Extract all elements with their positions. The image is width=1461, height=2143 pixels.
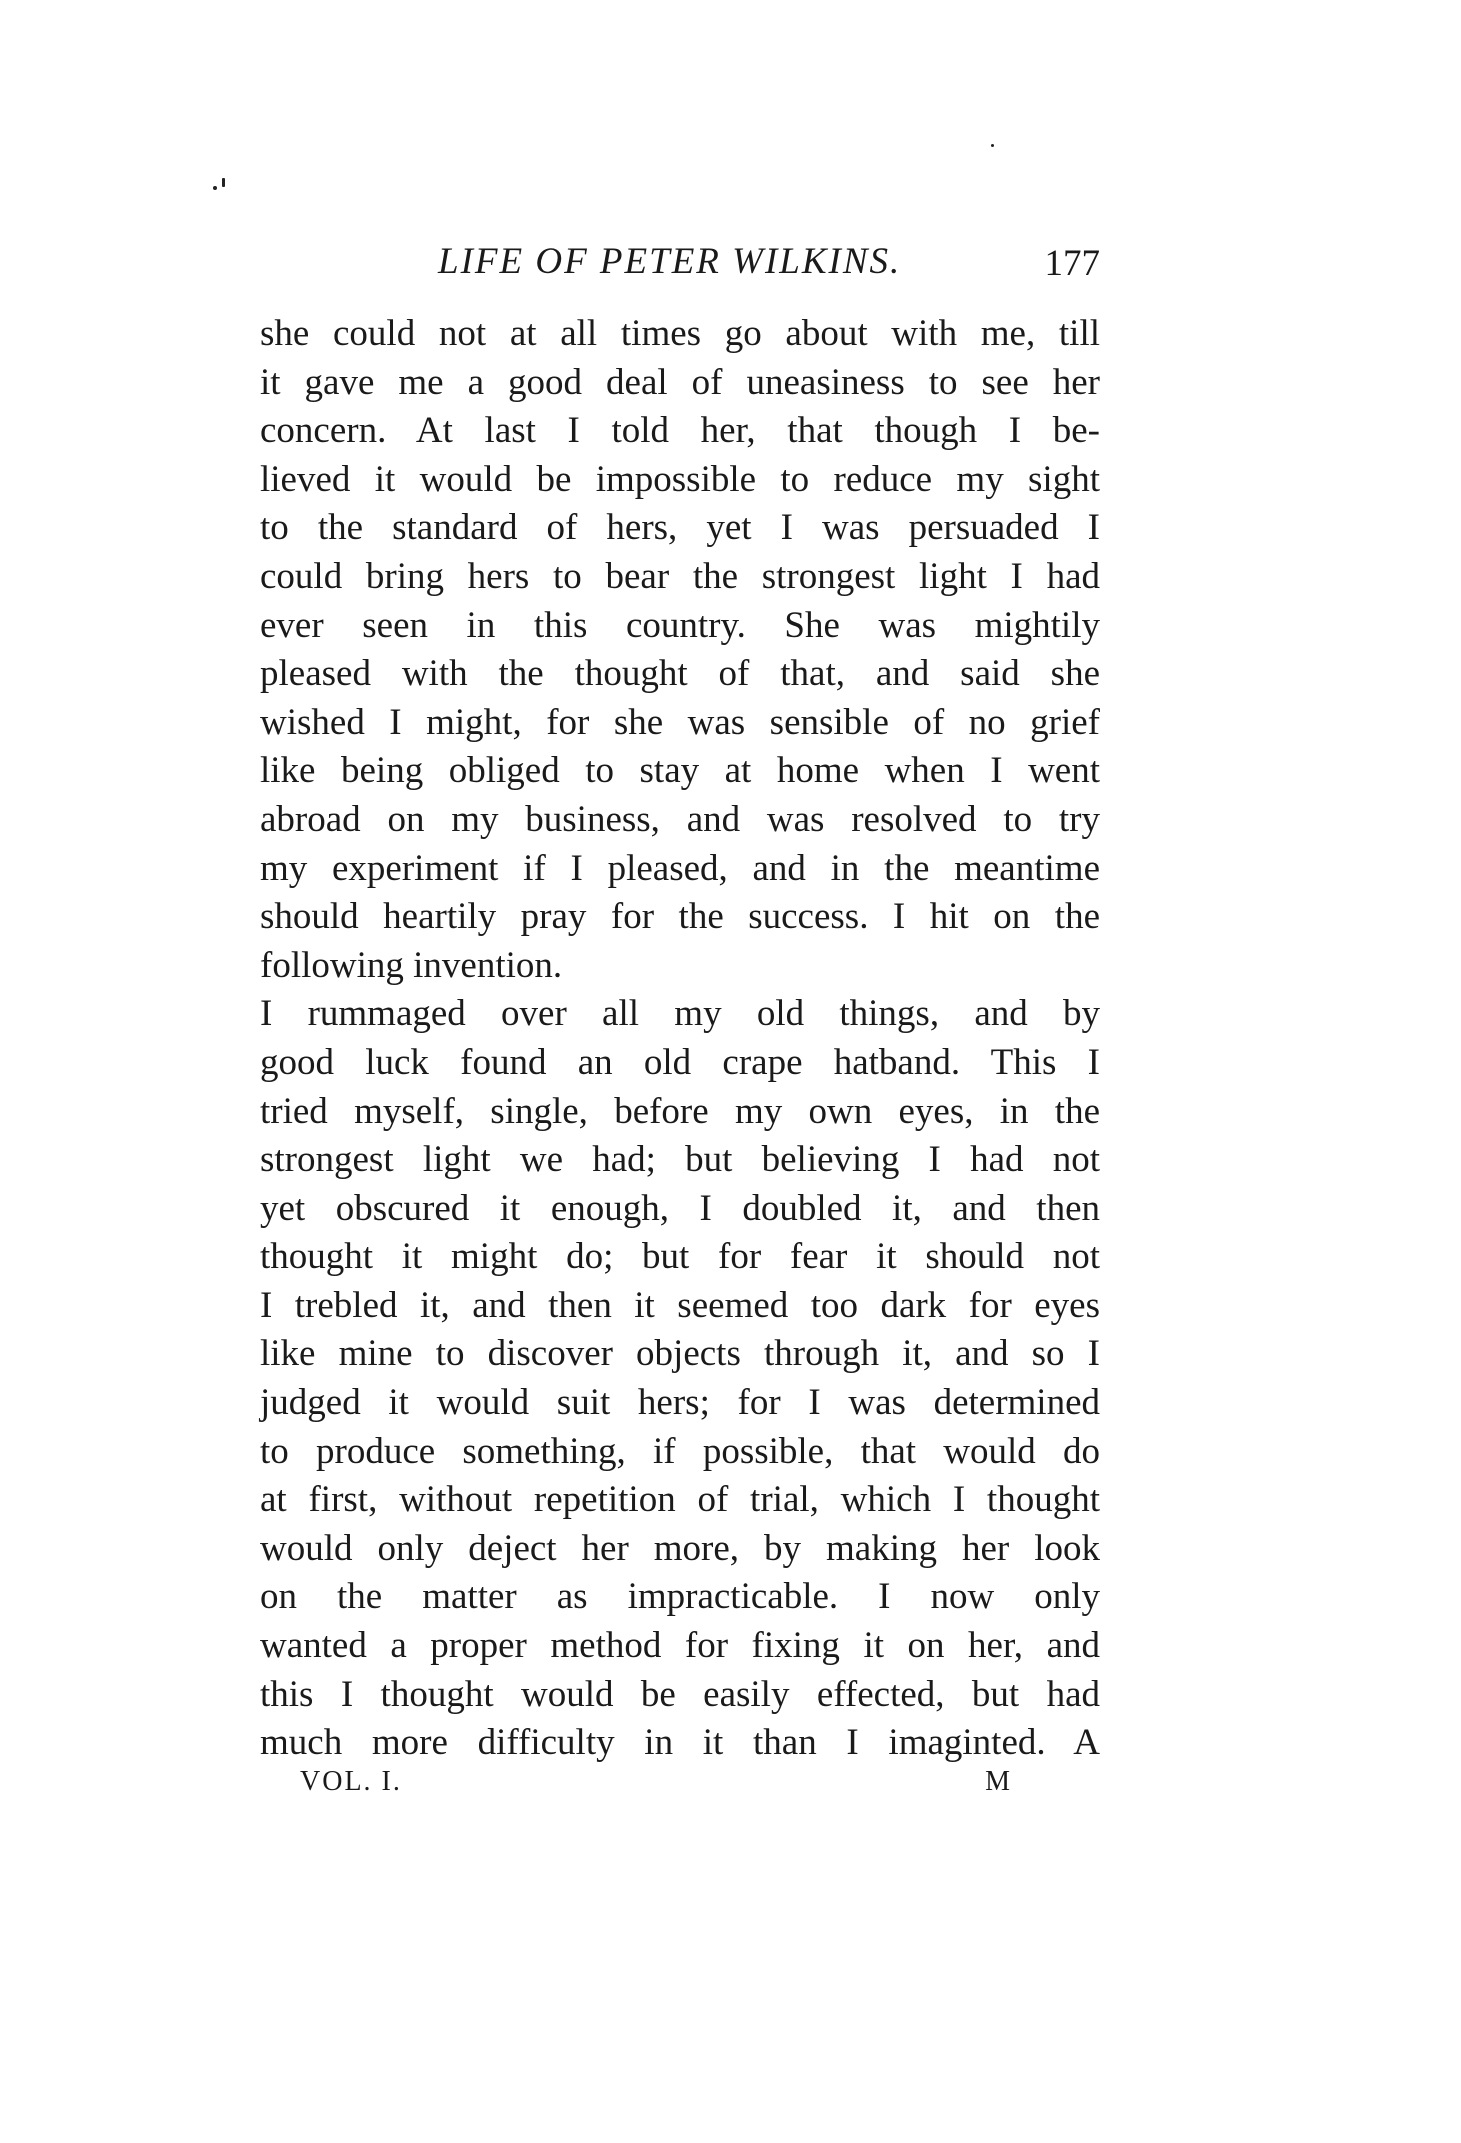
ink-speck [222,178,225,187]
text-line: wished I might, for she was sensible of no grief [260,701,1100,743]
paragraph-1 [260,310,1100,990]
text-line: yet obscured it enough, I doubled it, and then [260,1187,1100,1229]
text-line: thought it might do; but for fear it should not [260,1236,1100,1278]
text-line: would only deject her more, by making her look [260,1527,1100,1569]
text-line: like being obliged to stay at home when I went [260,750,1100,792]
text-line: at first, without repetition of trial, which I thought [260,1479,1100,1521]
ink-speck [991,144,994,147]
text-line: strongest light we had; but believing I had not [260,1139,1100,1181]
text-line: lieved it would be impossible to reduce my sight [260,458,1100,500]
text-line: wanted a proper method for fixing it on her, and [260,1625,1100,1667]
text-line: good luck found an old crape hatband. This I [260,1041,1100,1083]
running-head [260,240,1100,290]
text-line: she could not at all times go about with me, till [260,313,1100,354]
text-line: judged it would suit hers; for I was determined [260,1382,1100,1424]
text-line: much more difficulty in it than I imaginted. A [260,1722,1100,1764]
signature-mark: M [985,1766,1010,1797]
running-title: LIFE OF PETER WILKINS. [438,241,902,282]
text-line: to the standard of hers, yet I was persuaded I [260,507,1100,549]
text-line: like mine to discover objects through it, and so I [260,1333,1100,1375]
signature-row [300,1766,1020,1806]
text-line: ever seen in this country. She was mightily [260,604,1100,646]
text-line: following invention. [260,944,563,986]
body-text [260,310,1100,1768]
volume-signature: VOL. I. [300,1766,402,1797]
text-line: could bring hers to bear the strongest light I had [260,555,1100,597]
text-line: it gave me a good deal of uneasiness to see her [260,361,1100,403]
text-line: abroad on my business, and was resolved to try [260,798,1100,840]
text-line: tried myself, single, before my own eyes, in the [260,1090,1100,1132]
page-number: 177 [1044,243,1100,284]
text-line: this I thought would be easily effected, but had [260,1673,1100,1715]
text-line: pleased with the thought of that, and said she [260,653,1100,695]
text-line: I trebled it, and then it seemed too dark for eyes [260,1284,1100,1326]
ink-speck [213,186,217,190]
paragraph-2 [260,990,1100,1768]
text-line: should heartily pray for the success. I hit on the [260,896,1100,938]
text-line: I rummaged over all my old things, and by [260,993,1100,1035]
text-line: to produce something, if possible, that would do [260,1430,1100,1472]
text-line: on the matter as impracticable. I now only [260,1576,1100,1618]
text-line: concern. At last I told her, that though I be- [260,410,1100,452]
text-line: my experiment if I pleased, and in the meantime [260,847,1100,889]
